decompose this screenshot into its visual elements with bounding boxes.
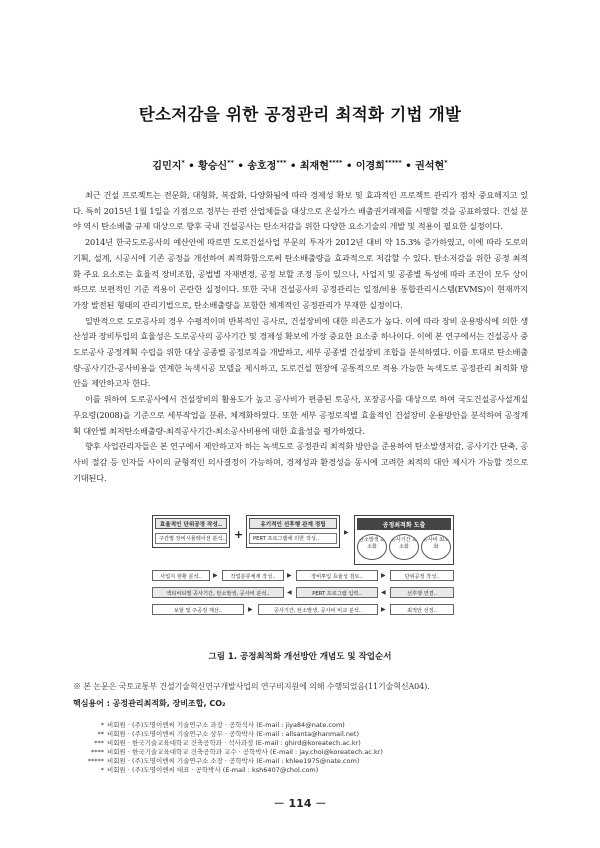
arrow-icon: ▶ (381, 606, 386, 613)
paragraph: 이를 위하여 도로공사에서 건설장비의 활용도가 높고 공사비가 편중된 토공사, 포장공사를 대상으로 하여 국도건설공사설계실무요령(2008)을 기준으로 세부작업을 분류, 체계화하였다. 또한 세부 공정로직별 효율적인 건설장비 운용방안을 분석하여 공정계획 대안별 최저탄소배출량-최적공사기간-최소공사비용에 대한 효율성을 평가하였다. (73, 394, 528, 436)
author-mark: *** (276, 158, 287, 167)
process-diagram (152, 515, 458, 623)
abstract-body (73, 188, 528, 486)
author-separator: • (286, 161, 300, 172)
keywords: 핵심용어 : 공정관리최적화, 장비조합, CO₂ (73, 699, 226, 708)
author-name: 송호정*** (247, 158, 287, 172)
author-separator: • (401, 161, 416, 172)
arrow-icon: ▶ (344, 529, 349, 536)
affiliation-item: **** 비회원 · 한국기술교육대학교 건축공학과 교수 · 공학박사 (E-mail : jay.choi@koreatech.ac.kr) (91, 748, 383, 757)
affiliation-item: * 비회원 · (주)도명이엔씨 대표 · 공학박사 (E-mail : ksh6407@chol.com) (100, 766, 319, 775)
author-name: 황승신** (198, 158, 234, 172)
affiliation-item: * 비회원 · (주)도명이엔씨 기술연구소 과장 · 공학석사 (E-mail : jiya84@nate.com) (100, 721, 345, 729)
step-critical-path: 보할 및 주공정 계산.. (152, 604, 244, 615)
author-name: 김민지* (152, 158, 185, 172)
oval-carbon: 탄소발생 최소화 (357, 534, 387, 560)
author-mark: ** (227, 158, 234, 167)
affiliation-item: ** 비회원 · (주)도명이엔씨 기술연구소 상무 · 공학박사 (E-mail : allsanta@hanmail.net) (97, 730, 360, 739)
arrow-icon: ▶ (213, 572, 218, 579)
author-name: 이경희***** (355, 158, 402, 172)
arrow-icon: ◀ (287, 589, 292, 596)
group2-title: 유기적인 선후행 관계 정립 (249, 518, 337, 529)
affiliation-item: *** 비회원 · 한국기술교육대학교 건축공학과 · 석사과정 (E-mail : ghird@koreatech.ac.kr) (94, 739, 361, 748)
paragraph: 2014년 한국도로공사의 예산안에 따르면 도로건설사업 부문의 투자가 2012년 대비 약 15.3% 증가하였고, 이에 따라 도로의 기획, 설계, 시공시에 기존 공정을 개선하여 최적화함으로써 탄소배출량을 효과적으로 저감할 수 있다. 탄소저감을 위한 공정 최적화 주요 요소로는 효율적 장비조합, 공법별 자재변경, 공정 보할 조정 등이 있으나, 사업지 및 공종별 특성에 따라 조건이 모두 상이하므로 보편적인 기준 적용이 곤란한 실정이다. 또한 국내 건설공사의 공정관리는 일정/비용 통합관리시스템(EVMS)이 현재까지 가장 발전된 형태의 관리기법으로, 탄소배출량을 포함한 체계적인 공정관리가 부재한 실정이다. (73, 237, 528, 310)
group1-sub: 구간별 장비시뮬레이션 분석.. (155, 533, 227, 544)
author-name: 권석현* (415, 158, 448, 172)
group2-sub: PERT 프로그램에 의한 작성.. (249, 533, 337, 544)
paragraph: 최근 건설 프로젝트는 전문화, 대형화, 복잡화, 다양화됨에 따라 경제성 확보 및 효과적인 프로젝트 관리가 점차 중요해지고 있다. 특히 2015년 1월 1일을 기점으로 정부는 관련 산업체들을 대상으로 온실가스 배출권거래제를 시행할 것을 공표하였다. 건설 분야 역시 탄소배출 규제 대상으로 향후 국내 건설공사는 탄소저감을 위한 다양한 요소기술의 개발 및 적용이 필요한 실정이다. (73, 190, 528, 232)
plus-sign: + (234, 528, 244, 541)
step-wbs: 작업분류체계 작성.. (222, 570, 284, 581)
step-equipment-review: 장비투입 효율성 검토.. (296, 570, 378, 581)
oval-duration: 공사기간 최소화 (389, 534, 419, 560)
figure-caption: 그림 1. 공정최적화 개선방안 개념도 및 작업순서 (208, 652, 392, 662)
paper-title: 탄소저감을 위한 공정관리 최적화 기법 개발 (138, 105, 462, 124)
step-compare: 공사기간, 탄소발생, 공사비 비교 분석.. (258, 604, 378, 615)
arrow-icon: ▶ (381, 572, 386, 579)
oval-cost: 공사비 최소화 (421, 534, 451, 560)
author-separator: • (233, 161, 248, 172)
step-select-optimal: 최적안 선정.. (390, 604, 454, 615)
step-activity-analysis: 액티비티별 공사기간, 탄소발생, 공사비 분석.. (152, 587, 284, 598)
author-separator: • (184, 161, 199, 172)
group1-title: 효율적인 단위공정 작성.. (155, 518, 227, 529)
step-pert-input: PERT 프로그램 입력.. (296, 587, 378, 598)
author-mark: ***** (384, 158, 402, 167)
step-link: 선후행 연결.. (390, 587, 454, 598)
author-list (0, 157, 600, 172)
step-site-analysis: 사업지 현황 분석.. (152, 570, 210, 581)
affiliation-item: ***** 비회원 · (주)도명이엔씨 기술연구소 소장 · 공학박사 (E-mail : khlee1975@nate.com) (87, 757, 360, 766)
paragraph: 향후 사업관리자들은 본 연구에서 제안하고자 하는 녹색도로 공정관리 최적화 방안을 준용하여 탄소발생저감, 공사기간 단축, 공사비 절감 등 인자들 사이의 균형적인 의사결정이 가능하며, 경제성과 환경성을 동시에 고려한 최적의 대안 제시가 가능할 것으로 기대된다. (73, 441, 528, 483)
author-mark: * (444, 158, 448, 167)
arrow-icon: ▶ (248, 606, 253, 613)
author-name: 최재현**** (299, 158, 343, 172)
paragraph: 일반적으로 도로공사의 경우 수평적이며 반복적인 공사로, 건설장비에 대한 의존도가 높다. 이에 따라 장비 운용방식에 의한 생산성과 장비투입의 효율성은 도로공사의 공사기간 및 경제성 확보에 가장 중요한 요소중 하나이다. 이에 본 연구에서는 건설공사 중 도로공사 공정계획 수립을 위한 대상 공종별 공정로직을 개발하고, 세부 공종별 건설장비 조합을 분석하였다. 이를 토대로 탄소배출량-공사기간-공사비용을 연계한 녹색시공 모델을 제시하고, 도로건설 현장에 공통적으로 적용 가능한 녹색도로 공정관리 최적화 방안을 제안하고자 한다. (73, 315, 528, 389)
author-mark: **** (328, 158, 343, 167)
author-separator: • (342, 161, 356, 172)
page-number: － 114 － (273, 797, 327, 810)
affiliation-list (73, 721, 533, 776)
arrow-icon: ▶ (287, 572, 292, 579)
funding-note: ※ 본 논문은 국토교통부 건설기술혁신연구개발사업의 연구비지원에 의해 수행되었음(11기술혁신A04). (73, 682, 430, 691)
step-unit-process: 단위공정 작성.. (390, 570, 454, 581)
arrow-icon: ◀ (381, 589, 386, 596)
author-mark: * (181, 158, 185, 167)
group3-title: 공정최적화 도출 (357, 518, 451, 530)
